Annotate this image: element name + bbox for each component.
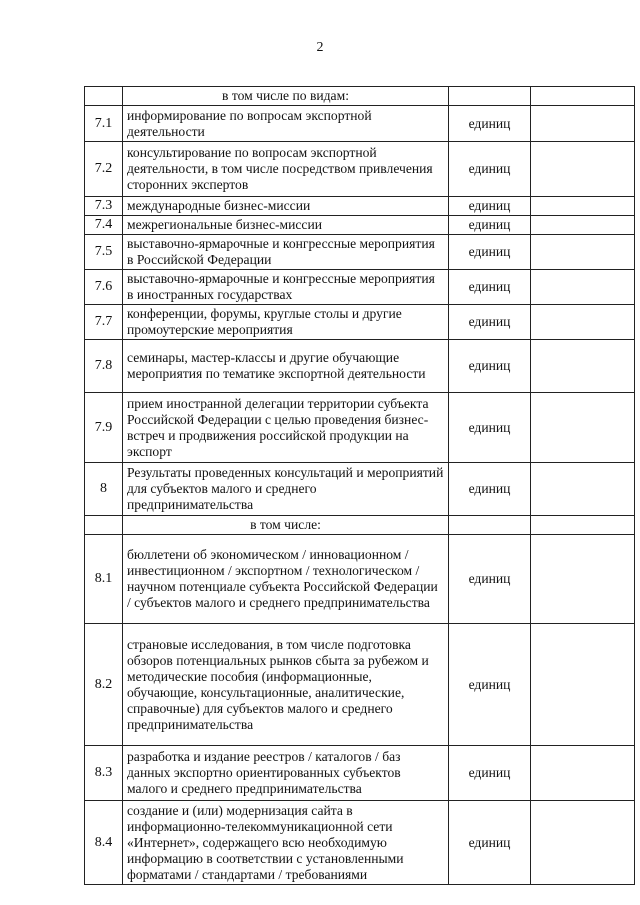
table-row	[85, 624, 635, 746]
table-row	[85, 216, 635, 235]
row-value	[531, 142, 635, 197]
row-unit: единиц	[449, 106, 531, 142]
row-description: разработка и издание реестров / каталогов / баз данных экспортно ориентированных субъектов малого и среднего предпринимательства	[123, 746, 449, 801]
row-value	[531, 535, 635, 624]
table-row	[85, 801, 635, 885]
row-unit: единиц	[449, 305, 531, 340]
row-number: 7.2	[85, 142, 123, 197]
row-value	[531, 801, 635, 885]
row-description: выставочно-ярмарочные и конгрессные мероприятия в иностранных государствах	[123, 270, 449, 305]
row-value	[531, 393, 635, 463]
table-row	[85, 463, 635, 516]
row-description: Результаты проведенных консультаций и мероприятий для субъектов малого и среднего предпринимательства	[123, 463, 449, 516]
row-value	[531, 270, 635, 305]
row-unit: единиц	[449, 393, 531, 463]
row-description: бюллетени об экономическом / инновационном / инвестиционном / экспортном / технологическом / научном потенциале субъекта Российской Федерации / субъектов малого и среднего предпринимательства	[123, 535, 449, 624]
row-value	[531, 340, 635, 393]
row-unit: единиц	[449, 801, 531, 885]
row-value	[531, 197, 635, 216]
table-row	[85, 340, 635, 393]
row-value	[531, 235, 635, 270]
table-row	[85, 746, 635, 801]
table-row	[85, 305, 635, 340]
table-row	[85, 393, 635, 463]
row-number: 8.2	[85, 624, 123, 746]
row-unit: единиц	[449, 235, 531, 270]
row-value	[531, 624, 635, 746]
row-value	[531, 106, 635, 142]
indicators-table	[84, 86, 635, 885]
row-number: 7.9	[85, 393, 123, 463]
row-description: страновые исследования, в том числе подготовка обзоров потенциальных рынков сбыта за рубежом и методические пособия (информационные, обучающие, консультационные, аналитические, справочные) для субъектов малого и среднего предпринимательства	[123, 624, 449, 746]
row-description: международные бизнес-миссии	[123, 197, 449, 216]
row-value	[531, 746, 635, 801]
row-description: конференции, форумы, круглые столы и другие промоутерские мероприятия	[123, 305, 449, 340]
row-number: 8.4	[85, 801, 123, 885]
row-description: межрегиональные бизнес-миссии	[123, 216, 449, 235]
page-number: 2	[316, 40, 324, 55]
row-unit: единиц	[449, 197, 531, 216]
subheader-including-label: в том числе:	[123, 516, 449, 535]
row-unit: единиц	[449, 216, 531, 235]
row-number: 7.8	[85, 340, 123, 393]
row-number: 7.1	[85, 106, 123, 142]
row-number: 7.3	[85, 197, 123, 216]
row-unit: единиц	[449, 270, 531, 305]
row-unit: единиц	[449, 535, 531, 624]
row-description: информирование по вопросам экспортной деятельности	[123, 106, 449, 142]
row-unit: единиц	[449, 340, 531, 393]
row-value	[531, 305, 635, 340]
row-description: семинары, мастер-классы и другие обучающие мероприятия по тематике экспортной деятельности	[123, 340, 449, 393]
row-description: создание и (или) модернизация сайта в информационно-телекоммуникационной сети «Интернет», содержащего всю необходимую информацию в соответствии с установленными форматами / стандартами / требованиями	[123, 801, 449, 885]
subheader-row	[85, 87, 635, 106]
row-unit: единиц	[449, 746, 531, 801]
table-row	[85, 535, 635, 624]
table-row	[85, 270, 635, 305]
row-unit: единиц	[449, 624, 531, 746]
row-number: 7.5	[85, 235, 123, 270]
row-number: 8.1	[85, 535, 123, 624]
row-number: 7.4	[85, 216, 123, 235]
subheader-types-label: в том числе по видам:	[123, 87, 449, 106]
subheader-row	[85, 516, 635, 535]
row-description: консультирование по вопросам экспортной деятельности, в том числе посредством привлечения сторонних экспертов	[123, 142, 449, 197]
table-row	[85, 235, 635, 270]
row-number: 8.3	[85, 746, 123, 801]
row-value	[531, 216, 635, 235]
row-number: 7.6	[85, 270, 123, 305]
row-unit: единиц	[449, 463, 531, 516]
row-unit: единиц	[449, 142, 531, 197]
row-number: 7.7	[85, 305, 123, 340]
row-number: 8	[85, 463, 123, 516]
table-row	[85, 142, 635, 197]
table-row	[85, 106, 635, 142]
row-value	[531, 463, 635, 516]
table-row	[85, 197, 635, 216]
row-description: прием иностранной делегации территории субъекта Российской Федерации с целью проведения бизнес-встреч и продвижения российской продукции на экспорт	[123, 393, 449, 463]
row-description: выставочно-ярмарочные и конгрессные мероприятия в Российской Федерации	[123, 235, 449, 270]
